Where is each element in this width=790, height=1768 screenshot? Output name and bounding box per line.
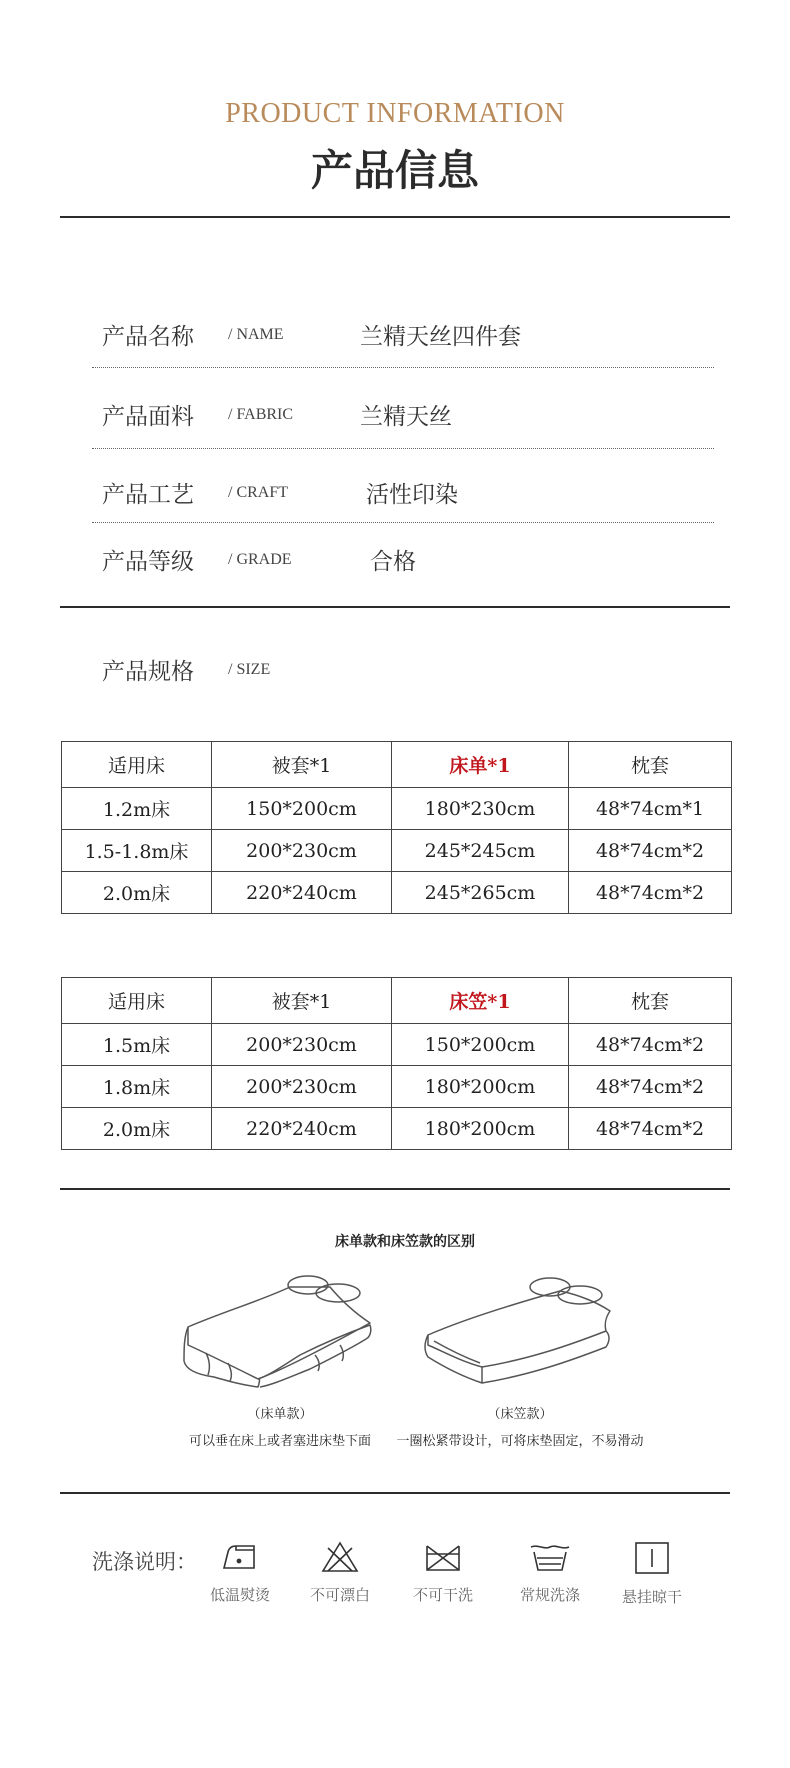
- fitted-sheet-name: （床笠款）: [487, 1407, 553, 1422]
- info-value: 合格: [370, 549, 416, 575]
- care-item-no-bleach: [295, 1540, 385, 1605]
- table-cell: 200*230cm: [212, 830, 392, 872]
- table-header-cell: 适用床: [62, 978, 212, 1024]
- table-cell: 245*265cm: [392, 872, 569, 914]
- size-label-cn: 产品规格: [102, 659, 194, 685]
- care-item-normal-wash: [505, 1540, 595, 1605]
- table-row: [62, 1108, 732, 1150]
- table-header-row: [62, 978, 732, 1024]
- info-label-cn: 产品名称: [102, 324, 194, 350]
- table-header-cell: 被套*1: [212, 978, 392, 1024]
- table-cell: 200*230cm: [212, 1066, 392, 1108]
- table-row: [62, 1066, 732, 1108]
- flat-sheet-bed-illustration: [180, 1265, 380, 1395]
- care-text: 不可干洗: [412, 1586, 473, 1604]
- table-header-cell: 被套*1: [212, 742, 392, 788]
- divider-top: [60, 216, 730, 218]
- care-text: 不可漂白: [309, 1586, 370, 1604]
- care-item-no-dry-clean: [398, 1540, 488, 1605]
- table-cell: 48*74cm*2: [569, 1024, 732, 1066]
- divider-tables-end: [60, 1188, 730, 1190]
- table-cell: 1.2m床: [62, 788, 212, 830]
- info-label-en: / NAME: [228, 326, 284, 343]
- header-title-en: PRODUCT INFORMATION: [225, 98, 565, 129]
- info-value: 兰精天丝四件套: [360, 324, 521, 350]
- dotted-divider: [92, 522, 714, 523]
- info-row-craft: [92, 468, 712, 516]
- table-cell: 48*74cm*2: [569, 830, 732, 872]
- care-text: 悬挂晾干: [621, 1588, 682, 1606]
- table-cell: 150*200cm: [212, 788, 392, 830]
- care-text: 常规洗涤: [519, 1586, 580, 1604]
- care-label: 洗涤说明：: [92, 1550, 197, 1574]
- table-header-row: [62, 742, 732, 788]
- table-cell: 180*200cm: [392, 1066, 569, 1108]
- size-table-fitted-sheet: [61, 977, 732, 1150]
- table-cell: 48*74cm*2: [569, 1066, 732, 1108]
- info-label-cn: 产品等级: [102, 549, 194, 575]
- table-header-cell-highlight: 床笠*1: [392, 978, 569, 1024]
- table-cell: 1.5-1.8m床: [62, 830, 212, 872]
- table-cell: 220*240cm: [212, 1108, 392, 1150]
- table-cell: 2.0m床: [62, 872, 212, 914]
- normal-wash-icon: [528, 1540, 572, 1574]
- table-cell: 48*74cm*2: [569, 1108, 732, 1150]
- dotted-divider: [92, 367, 714, 368]
- size-table-flat-sheet: [61, 741, 732, 914]
- info-label-cn: 产品工艺: [102, 482, 194, 508]
- table-row: [62, 830, 732, 872]
- table-header-cell: 枕套: [569, 742, 732, 788]
- fitted-sheet-desc: 一圈松紧带设计，可将床垫固定，不易滑动: [396, 1434, 644, 1449]
- table-cell: 48*74cm*2: [569, 872, 732, 914]
- info-label-en: / FABRIC: [228, 406, 294, 423]
- table-row: [62, 1024, 732, 1066]
- dotted-divider: [92, 448, 714, 449]
- table-cell: 2.0m床: [62, 1108, 212, 1150]
- difference-title: 床单款和床笠款的区别: [335, 1234, 475, 1250]
- care-item-iron: [195, 1540, 285, 1605]
- size-label-en: / SIZE: [228, 661, 271, 678]
- info-value: 活性印染: [366, 482, 458, 508]
- table-cell: 245*245cm: [392, 830, 569, 872]
- table-cell: 180*200cm: [392, 1108, 569, 1150]
- iron-low-temp-icon: [220, 1540, 260, 1574]
- table-cell: 180*230cm: [392, 788, 569, 830]
- table-cell: 200*230cm: [212, 1024, 392, 1066]
- table-header-cell-highlight: 床单*1: [392, 742, 569, 788]
- no-dry-clean-icon: [423, 1540, 463, 1574]
- table-header-cell: 枕套: [569, 978, 732, 1024]
- line-dry-icon: [632, 1540, 672, 1576]
- table-cell: 48*74cm*1: [569, 788, 732, 830]
- info-value: 兰精天丝: [360, 404, 452, 430]
- flat-sheet-name: （床单款）: [247, 1407, 313, 1422]
- no-bleach-icon: [320, 1540, 360, 1574]
- flat-sheet-desc: 可以垂在床上或者塞进床垫下面: [188, 1434, 371, 1449]
- header-title-cn: 产品信息: [310, 146, 479, 195]
- divider-info-end: [60, 606, 730, 608]
- table-cell: 150*200cm: [392, 1024, 569, 1066]
- info-row-fabric: [92, 390, 712, 438]
- table-cell: 220*240cm: [212, 872, 392, 914]
- table-header-cell: 适用床: [62, 742, 212, 788]
- table-row: [62, 788, 732, 830]
- info-row-grade: [92, 535, 712, 583]
- info-label-en: / CRAFT: [228, 484, 289, 501]
- table-row: [62, 872, 732, 914]
- care-item-line-dry: [607, 1540, 697, 1607]
- table-cell: 1.8m床: [62, 1066, 212, 1108]
- info-label-cn: 产品面料: [102, 404, 194, 430]
- divider-difference-end: [60, 1492, 730, 1494]
- size-row: [92, 645, 712, 693]
- care-text: 低温熨烫: [209, 1586, 270, 1604]
- info-label-en: / GRADE: [228, 551, 292, 568]
- info-row-name: [92, 310, 712, 358]
- fitted-sheet-bed-illustration: [420, 1265, 620, 1385]
- table-cell: 1.5m床: [62, 1024, 212, 1066]
